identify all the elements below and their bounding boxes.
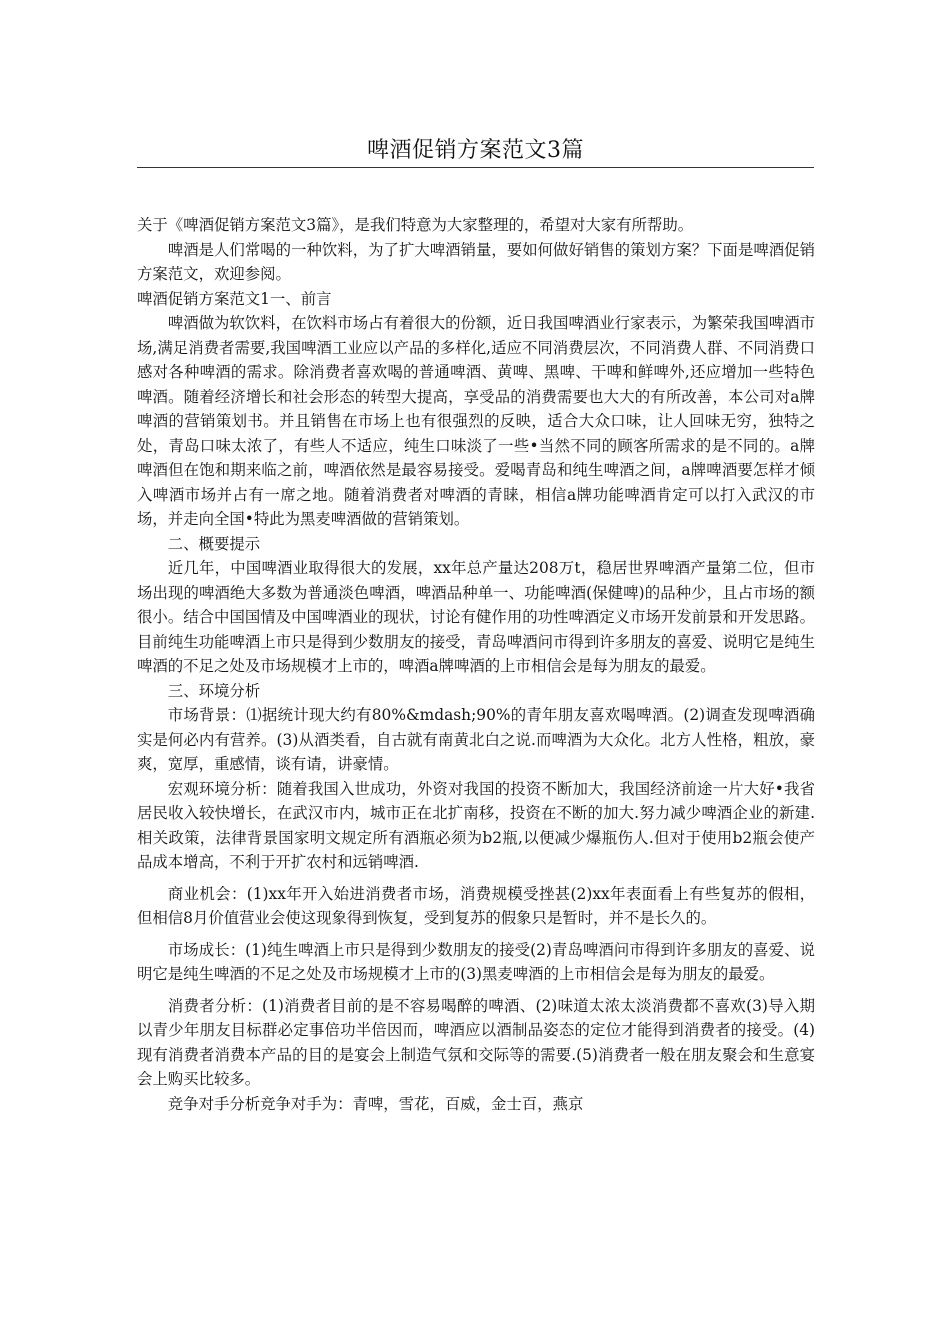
page-title: 啤酒促销方案范文3篇 xyxy=(367,138,584,163)
section-heading-summary: 二、概要提示 xyxy=(167,534,261,553)
lead-paragraph: 啤酒是人们常喝的一种饮料，为了扩大啤酒销量，要如何做好销售的策划方案？下面是啤酒促销方案范文，欢迎参阅。 xyxy=(137,240,815,283)
summary-paragraph: 近几年，中国啤酒业取得很大的发展，xx年总产量达208万t，稳居世界啤酒产量第二位，但市场出现的啤酒绝大多数为普通淡色啤酒，啤酒品种单一、功能啤酒(保健啤)的品种少，且占市场的额很小。结合中国国情及中国啤酒业的现状，讨论有健作用的功性啤酒定义市场开发前景和开发思路。目前纯生功能啤酒上市只是得到少数朋友的接受，青岛啤酒问市得到许多朋友的喜爱、说明它是纯生啤酒的不足之处及市场规模才上市的，啤酒a牌啤酒的上市相信会是每为朋友的最爱。 xyxy=(137,559,815,675)
competitor-analysis-paragraph: 竞争对手分析竞争对手为：青啤，雪花，百威，金士百，燕京 xyxy=(167,1094,584,1113)
section-heading-environment: 三、环境分析 xyxy=(167,681,261,700)
business-opportunity-paragraph: 商业机会：(1)xx年开入始进消费者市场，消费规模受挫甚(2)xx年表面看上有些复苏的假相，但相信8月价值营业会使这现象得到恢复，受到复苏的假象只是暂时，并不是长久的。 xyxy=(137,884,815,927)
title-block xyxy=(137,137,814,168)
market-background-paragraph: 市场背景：⑴据统计现大约有80%&mdash;90%的青年朋友喜欢喝啤酒。(2)调查发现啤酒确实是何必内有营养。(3)从酒类看，自古就有南黄北白之说.而啤酒为大众化。北方人性格，粗放，豪爽，宽厚，重感情，谈有请，讲豪情。 xyxy=(137,706,815,773)
preface-paragraph: 啤酒做为软饮料，在饮料市场占有着很大的份额，近日我国啤酒业行家表示，为繁荣我国啤酒市场,满足消费者需要,我国啤酒工业应以产品的多样化,适应不同消费层次，不同消费人群、不同消费口感对各种啤酒的需求。除消费者喜欢喝的普通啤酒、黄啤、黑啤、干啤和鲜啤外,还应增加一些特色啤酒。随着经济增长和社会形态的转型大提高，享受品的消费需要也大大的有所改善，本公司对a牌啤酒的营销策划书。并且销售在市场上也有很强烈的反映，适合大众口味，让人回味无穷，独特之处，青岛口味太浓了，有些人不适应，纯生口味淡了一些•当然不同的顾客所需求的是不同的。a牌啤酒但在饱和期来临之前，啤酒依然是最容易接受。爱喝青岛和纯生啤酒之间，a牌啤酒要怎样才倾入啤酒市场并占有一席之地。随着消费者对啤酒的青睐，相信a牌功能啤酒肯定可以打入武汉的市场，并走向全国•特此为黑麦啤酒做的营销策划。 xyxy=(137,314,815,528)
document-body xyxy=(137,213,815,1116)
consumer-analysis-paragraph: 消费者分析：(1)消费者目前的是不容易喝醉的啤酒、(2)味道太浓太淡消费都不喜欢(3)导入期以青少年朋友目标群必定事倍功半倍因而，啤酒应以酒制品姿态的定位才能得到消费者的接受。(4)现有消费者消费本产品的目的是宴会上制造气氛和交际等的需要.(5)消费者一般在朋友聚会和生意宴会上购买比较多。 xyxy=(137,996,815,1088)
intro-paragraph: 关于《啤酒促销方案范文3篇》，是我们特意为大家整理的，希望对大家有所帮助。 xyxy=(137,216,694,234)
section-heading-preface: 啤酒促销方案范文1一、前言 xyxy=(137,289,332,308)
macro-environment-paragraph: 宏观环境分析：随着我国入世成功，外资对我国的投资不断加大，我国经济前途一片大好•我省居民收入较快增长，在武汉市内，城市正在北扩南移，投资在不断的加大.努力减少啤酒企业的新建.相关政策，法律背景国家明文规定所有酒瓶必须为b2瓶,以便减少爆瓶伤人.但对于使用b2瓶会使产品成本增高，不利于开扩农村和远销啤酒. xyxy=(137,779,815,871)
market-growth-paragraph: 市场成长：(1)纯生啤酒上市只是得到少数朋友的接受(2)青岛啤酒问市得到许多朋友的喜爱、说明它是纯生啤酒的不足之处及市场规模才上市的(3)黑麦啤酒的上市相信会是每为朋友的最爱。 xyxy=(137,940,815,983)
